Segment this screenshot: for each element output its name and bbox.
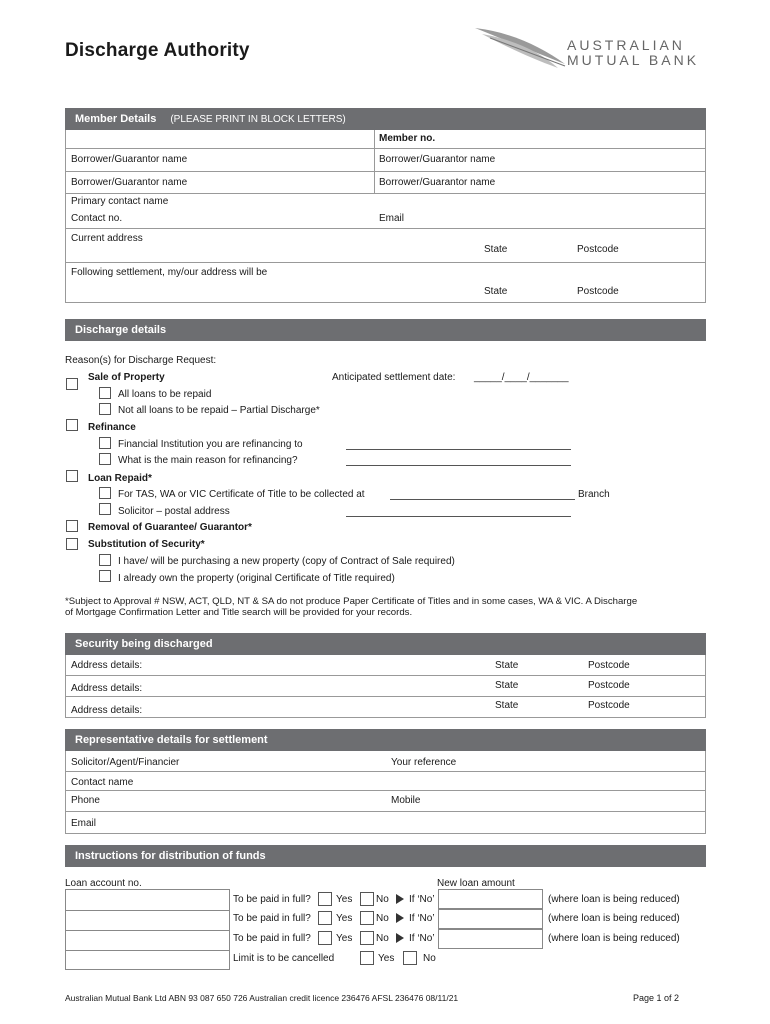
- paid-full-label-2: To be paid in full?: [233, 913, 311, 924]
- solicitor-postal-label: Solicitor – postal address: [118, 506, 230, 517]
- current-postcode-label: Postcode: [577, 244, 619, 255]
- if-no-label-1: If ‘No’: [409, 894, 435, 905]
- arrow-right-icon: [396, 933, 404, 943]
- security-state-label-2: State: [495, 680, 519, 691]
- main-reason-checkbox[interactable]: [99, 453, 111, 465]
- new-loan-amount-input-2[interactable]: [438, 909, 543, 929]
- representative-table: [65, 751, 706, 834]
- member-details-title: Member Details: [75, 113, 157, 125]
- branch-line[interactable]: [390, 499, 575, 500]
- security-postcode-label-2: Postcode: [588, 680, 630, 691]
- all-loans-label: All loans to be repaid: [118, 389, 212, 400]
- current-address-field[interactable]: Current address: [71, 233, 143, 244]
- security-address-field-3[interactable]: Address details:: [71, 705, 143, 716]
- loan-repaid-label: Loan Repaid*: [88, 473, 152, 484]
- footnote-line-1: *Subject to Approval # NSW, ACT, QLD, NT & SA do not produce Paper Certificate of Titles and in some cases, WA & VIC. A Discharge: [65, 596, 638, 607]
- security-address-field-1[interactable]: Address details:: [71, 660, 143, 671]
- loan-account-input-1[interactable]: [65, 889, 230, 909]
- refinance-label: Refinance: [88, 422, 136, 433]
- substitution-security-label: Substitution of Security*: [88, 539, 205, 550]
- loan-account-input-4[interactable]: [65, 949, 230, 970]
- security-state-label-3: State: [495, 700, 519, 711]
- security-postcode-label-3: Postcode: [588, 700, 630, 711]
- borrower-name-field-2[interactable]: Borrower/Guarantor name: [379, 154, 496, 165]
- current-state-label: State: [484, 244, 508, 255]
- following-state-label: State: [484, 286, 508, 297]
- all-loans-checkbox[interactable]: [99, 387, 111, 399]
- footnote-line-2: of Mortgage Confirmation Letter and Title search will be provided for your records.: [65, 607, 413, 618]
- sale-property-checkbox[interactable]: [66, 378, 78, 390]
- anticipated-date-label: Anticipated settlement date:: [332, 372, 456, 383]
- member-no-field[interactable]: Member no.: [379, 133, 436, 144]
- paid-full-no-checkbox-2[interactable]: [360, 911, 374, 925]
- if-no-label-3: If ‘No’: [409, 933, 435, 944]
- certificate-title-label: For TAS, WA or VIC Certificate of Title to be collected at: [118, 489, 365, 500]
- already-own-label: I already own the property (original Certificate of Title required): [118, 573, 395, 584]
- block-letters-note: (PLEASE PRINT IN BLOCK LETTERS): [170, 114, 346, 125]
- substitution-security-checkbox[interactable]: [66, 538, 78, 550]
- loan-account-input-2[interactable]: [65, 909, 230, 929]
- removal-guarantee-checkbox[interactable]: [66, 520, 78, 532]
- main-reason-label: What is the main reason for refinancing?: [118, 455, 298, 466]
- following-postcode-label: Postcode: [577, 286, 619, 297]
- partial-discharge-checkbox[interactable]: [99, 403, 111, 415]
- borrower-name-field-3[interactable]: Borrower/Guarantor name: [71, 177, 188, 188]
- member-details-table: [65, 130, 706, 303]
- paid-full-yes-checkbox-3[interactable]: [318, 931, 332, 945]
- settlement-date-field[interactable]: _____/____/_______: [474, 372, 569, 383]
- paid-full-no-label-2: No: [376, 913, 389, 924]
- paid-full-label-3: To be paid in full?: [233, 933, 311, 944]
- sale-property-label: Sale of Property: [88, 372, 165, 383]
- logo-text-line2: MUTUAL BANK: [567, 52, 700, 68]
- phone-field[interactable]: Phone: [71, 795, 100, 806]
- paid-full-yes-checkbox-2[interactable]: [318, 911, 332, 925]
- where-reduced-label-2: (where loan is being reduced): [548, 913, 680, 924]
- mobile-field[interactable]: Mobile: [391, 795, 421, 806]
- paid-full-label-1: To be paid in full?: [233, 894, 311, 905]
- discharge-details-header: Discharge details: [65, 319, 706, 341]
- purchasing-property-checkbox[interactable]: [99, 554, 111, 566]
- paid-full-no-label-1: No: [376, 894, 389, 905]
- primary-contact-field[interactable]: Primary contact name: [71, 196, 169, 207]
- main-reason-line[interactable]: [346, 465, 571, 466]
- member-details-header: [65, 108, 706, 130]
- page-title: Discharge Authority: [65, 40, 250, 61]
- partial-discharge-label: Not all loans to be repaid – Partial Discharge*: [118, 405, 320, 416]
- loan-account-input-3[interactable]: [65, 929, 230, 949]
- paid-full-yes-label-3: Yes: [336, 933, 353, 944]
- if-no-label-2: If ‘No’: [409, 913, 435, 924]
- financial-institution-label: Financial Institution you are refinancing to: [118, 439, 303, 450]
- your-reference-field[interactable]: Your reference: [391, 757, 457, 768]
- reasons-label: Reason(s) for Discharge Request:: [65, 355, 217, 366]
- removal-guarantee-label: Removal of Guarantee/ Guarantor*: [88, 522, 252, 533]
- rep-email-field[interactable]: Email: [71, 818, 97, 829]
- loan-account-label: Loan account no.: [65, 878, 142, 889]
- where-reduced-label-1: (where loan is being reduced): [548, 894, 680, 905]
- following-address-field[interactable]: Following settlement, my/our address will be: [71, 267, 268, 278]
- limit-no-label: No: [423, 953, 436, 964]
- limit-no-checkbox[interactable]: [403, 951, 417, 965]
- solicitor-postal-checkbox[interactable]: [99, 503, 111, 515]
- borrower-name-field-1[interactable]: Borrower/Guarantor name: [71, 154, 188, 165]
- borrower-name-field-4[interactable]: Borrower/Guarantor name: [379, 177, 496, 188]
- contact-name-field[interactable]: Contact name: [71, 777, 134, 788]
- certificate-title-checkbox[interactable]: [99, 487, 111, 499]
- new-loan-amount-label: New loan amount: [437, 878, 515, 889]
- representative-details-header: Representative details for settlement: [65, 729, 706, 751]
- solicitor-postal-line[interactable]: [346, 516, 571, 517]
- contact-no-field[interactable]: Contact no.: [71, 213, 123, 224]
- loan-repaid-checkbox[interactable]: [66, 470, 78, 482]
- paid-full-yes-label-2: Yes: [336, 913, 353, 924]
- arrow-right-icon: [396, 913, 404, 923]
- paid-full-yes-checkbox-1[interactable]: [318, 892, 332, 906]
- paid-full-no-checkbox-1[interactable]: [360, 892, 374, 906]
- security-postcode-label-1: Postcode: [588, 660, 630, 671]
- page-number: Page 1 of 2: [633, 993, 680, 1003]
- paid-full-no-checkbox-3[interactable]: [360, 931, 374, 945]
- where-reduced-label-3: (where loan is being reduced): [548, 933, 680, 944]
- already-own-checkbox[interactable]: [99, 570, 111, 582]
- logo-text-line1: AUSTRALIAN: [567, 37, 685, 53]
- solicitor-agent-field[interactable]: Solicitor/Agent/Financier: [71, 757, 180, 768]
- new-loan-amount-input-3[interactable]: [438, 929, 543, 949]
- distribution-funds-header: Instructions for distribution of funds: [65, 845, 706, 867]
- limit-cancelled-label: Limit is to be cancelled: [233, 953, 335, 964]
- email-field[interactable]: Email: [379, 213, 405, 224]
- security-discharged-header: Security being discharged: [65, 633, 706, 655]
- purchasing-property-label: I have/ will be purchasing a new property (copy of Contract of Sale required): [118, 556, 455, 567]
- financial-institution-checkbox[interactable]: [99, 437, 111, 449]
- new-loan-amount-input-1[interactable]: [438, 889, 543, 909]
- security-address-field-2[interactable]: Address details:: [71, 683, 143, 694]
- branch-label: Branch: [578, 489, 610, 500]
- financial-institution-line[interactable]: [346, 449, 571, 450]
- limit-yes-label: Yes: [378, 953, 395, 964]
- arrow-right-icon: [396, 894, 404, 904]
- footer-legal-text: Australian Mutual Bank Ltd ABN 93 087 650 726 Australian credit licence 236476 AFSL 236476 08/11/21: [65, 993, 459, 1003]
- refinance-checkbox[interactable]: [66, 419, 78, 431]
- security-state-label-1: State: [495, 660, 519, 671]
- limit-yes-checkbox[interactable]: [360, 951, 374, 965]
- paid-full-yes-label-1: Yes: [336, 894, 353, 905]
- security-table: [65, 655, 706, 718]
- paid-full-no-label-3: No: [376, 933, 389, 944]
